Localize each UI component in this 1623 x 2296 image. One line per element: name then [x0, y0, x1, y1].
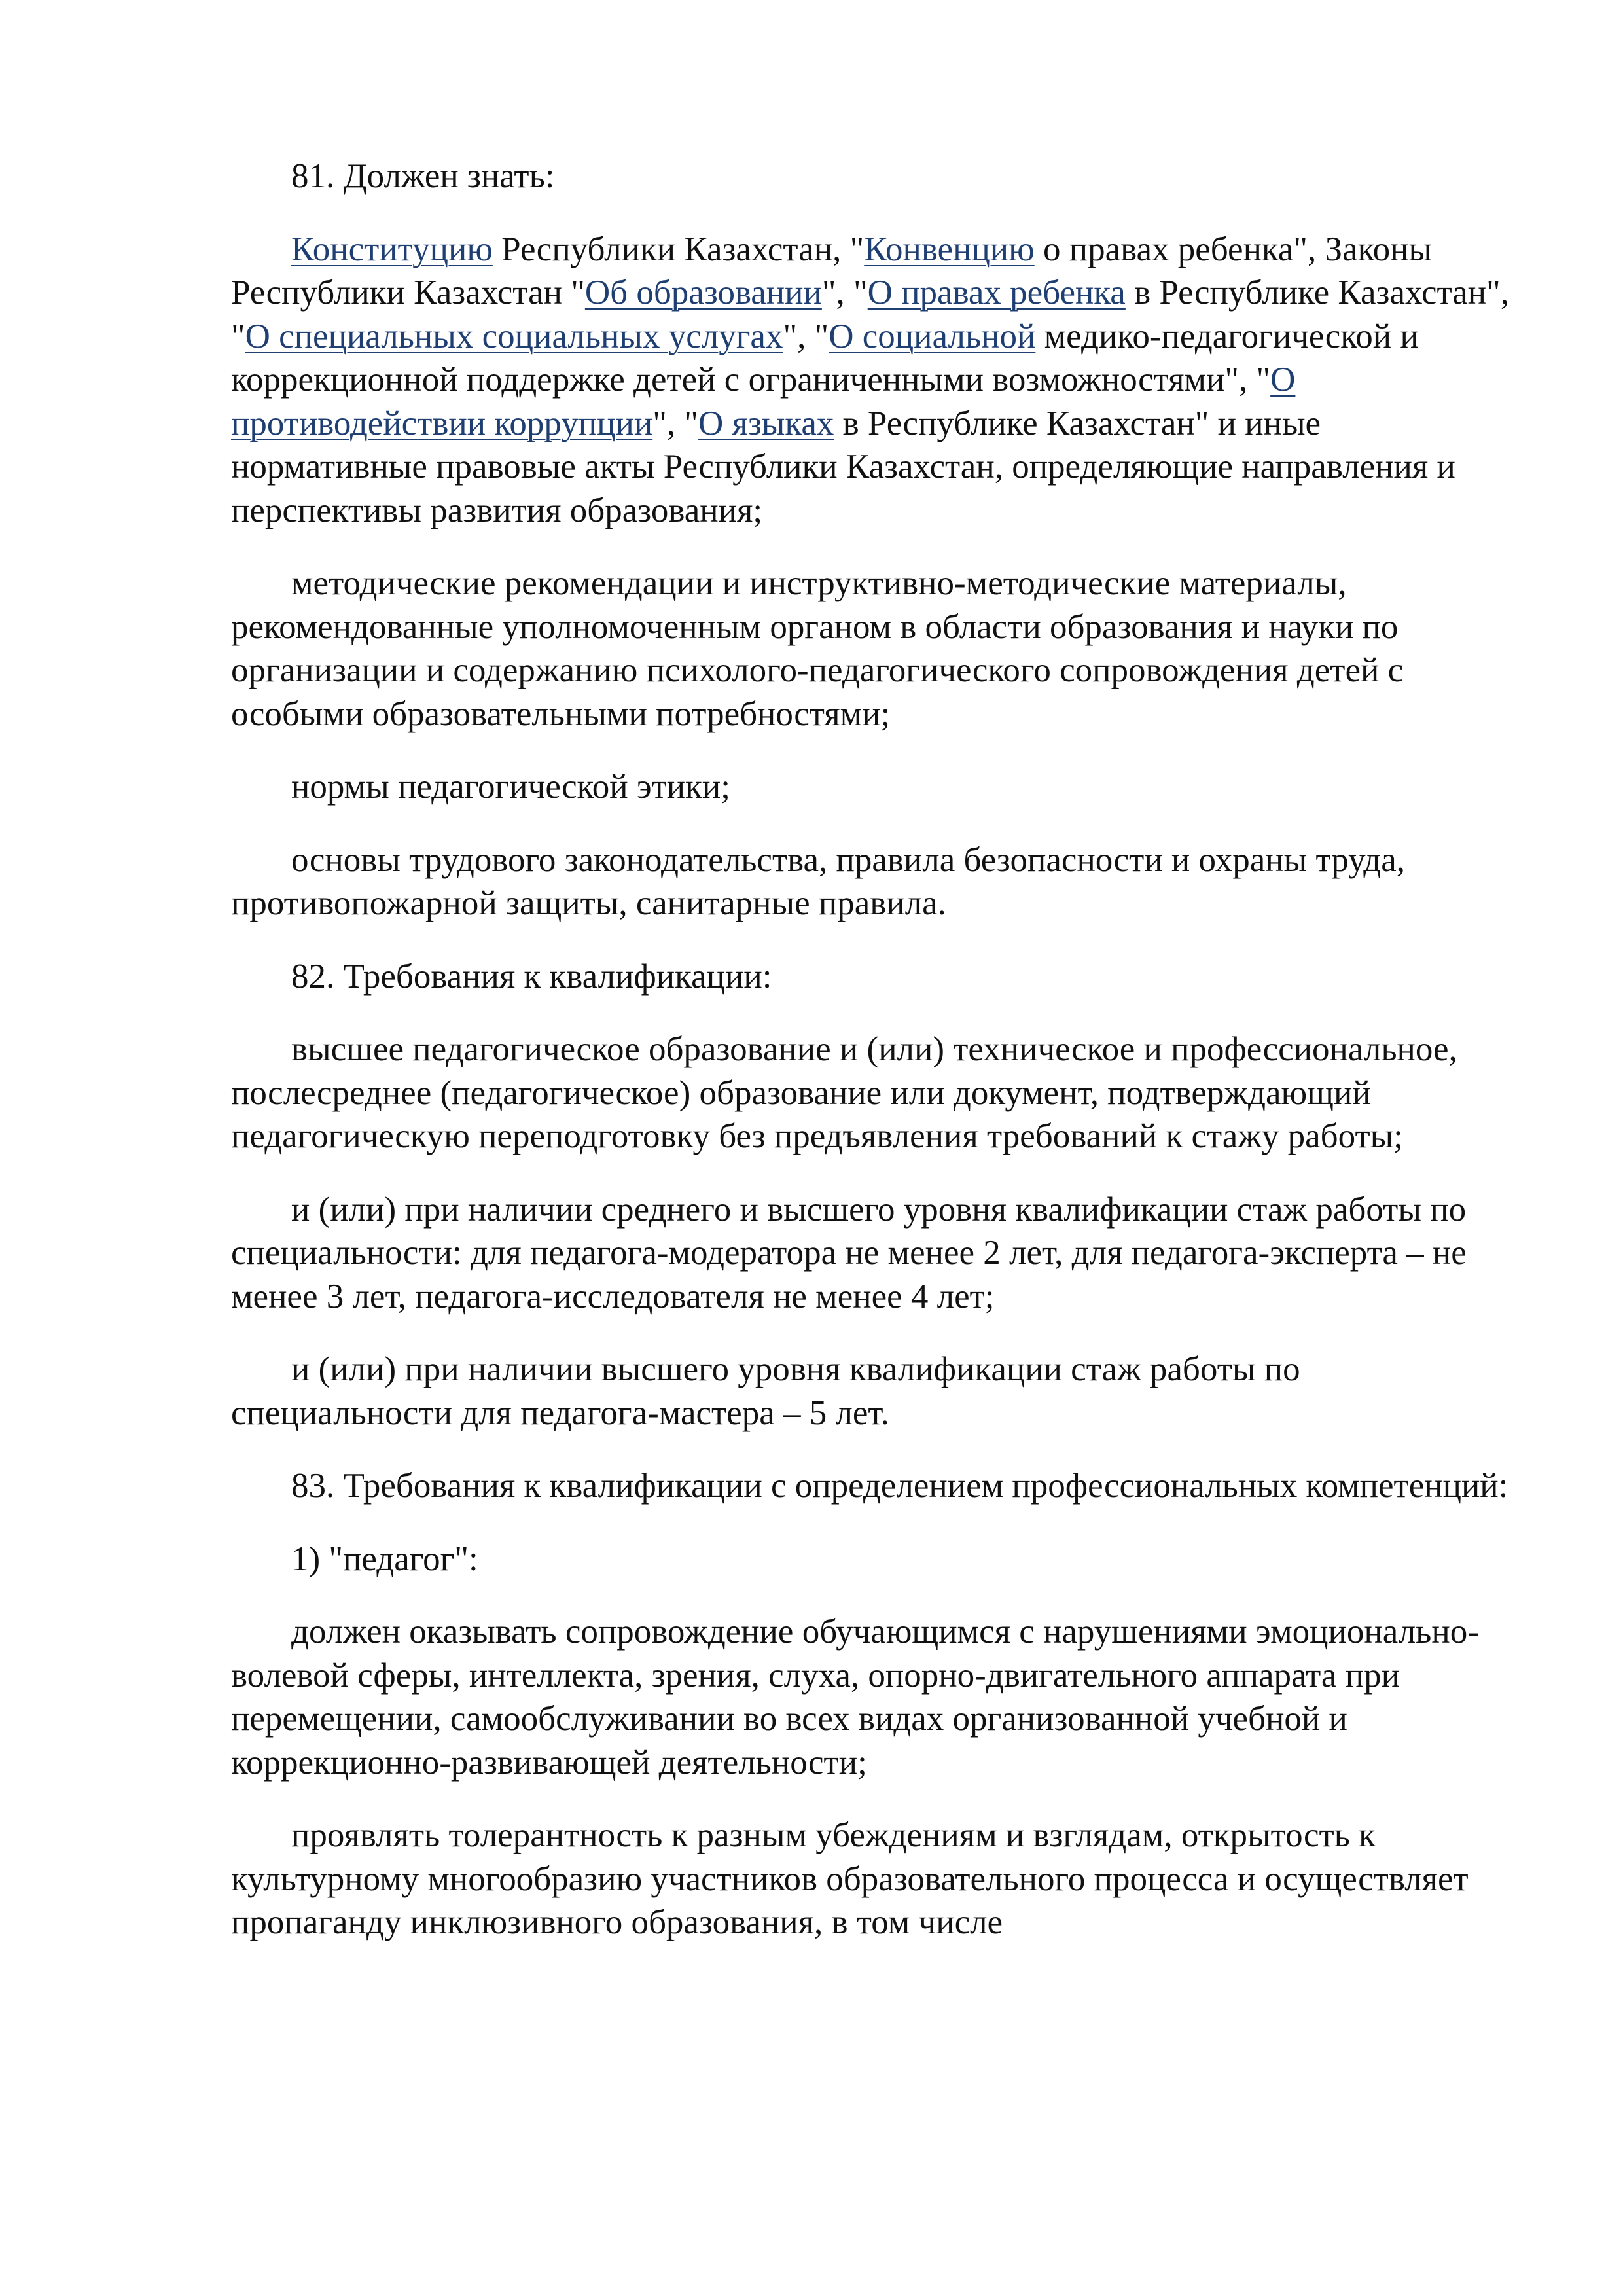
section-81-heading: 81. Должен знать: — [291, 157, 555, 195]
tolerance-paragraph: проявлять толерантность к разным убеждениям и взглядам, открытость к культурному многообразию участников образовательного процесса и осуществляет пропаганду инклюзивного образования, в том числе — [231, 1816, 1469, 1941]
text-segment: Республики Казахстан, " — [492, 230, 865, 268]
constitution-link[interactable]: Конституцию — [291, 230, 493, 268]
convention-link[interactable]: Конвенцию — [864, 230, 1035, 268]
text-segment: медико-педагогической и коррекционной поддержке детей с ограниченными возможностями", " — [231, 317, 1419, 399]
child-rights-law-link[interactable]: О правах ребенка — [867, 274, 1126, 312]
higher-education-paragraph: высшее педагогическое образование и (или) техническое и профессиональное, послесреднее (педагогическое) образование или документ, подтверждающий педагогическую переподготовку без предъявления требований к стажу работы; — [231, 1030, 1457, 1155]
text-segment: ", " — [783, 317, 829, 355]
pedagogical-ethics-paragraph: нормы педагогической этики; — [291, 768, 730, 806]
social-services-law-link[interactable]: О специальных социальных услугах — [245, 317, 783, 355]
education-law-link[interactable]: Об образовании — [584, 274, 822, 312]
text-segment: ", " — [821, 274, 868, 312]
text-segment: в Республике Казахстан", " — [231, 274, 1510, 355]
pedagog-item-heading: 1) "педагог": — [291, 1539, 478, 1578]
languages-law-link[interactable]: О языках — [698, 404, 834, 442]
text-segment: ", " — [652, 404, 698, 442]
experience-requirements-paragraph: и (или) при наличии среднего и высшего уровня квалификации стаж работы по специальности: для педагога-модератора не менее 2 лет, для педагога-эксперта – не менее 3 лет, педагога-исследователя не менее 4 лет; — [231, 1190, 1467, 1316]
support-duties-paragraph: должен оказывать сопровождение обучающимся с нарушениями эмоционально-волевой сферы, интеллекта, зрения, слуха, опорно-двигательного аппарата при перемещении, самообслуживании во всех видах организованной учебной и коррекционно-развивающей деятельности; — [231, 1613, 1479, 1782]
knowledge-legal-acts-paragraph — [231, 228, 1520, 533]
master-experience-paragraph: и (или) при наличии высшего уровня квалификации стаж работы по специальности для педагога-мастера – 5 лет. — [231, 1350, 1300, 1432]
text-segment: в Республике Казахстан" и иные нормативные правовые акты Республики Казахстан, определяющие направления и перспективы развития образования; — [231, 404, 1455, 529]
social-support-law-link[interactable]: О социальной — [829, 317, 1036, 355]
labor-safety-paragraph: основы трудового законодательства, правила безопасности и охраны труда, противопожарной защиты, санитарные правила. — [231, 840, 1405, 922]
methodical-materials-paragraph: методические рекомендации и инструктивно-методические материалы, рекомендованные уполномоченным органом в области образования и науки по организации и содержанию психолого-педагогического сопровождения детей с особыми образовательными потребностями; — [231, 564, 1404, 733]
document-page — [231, 154, 1520, 1974]
section-83-heading: 83. Требования к квалификации с определением профессиональных компетенций: — [291, 1467, 1508, 1505]
anti-corruption-law-link[interactable]: О противодействии коррупции — [231, 361, 1296, 442]
section-82-heading: 82. Требования к квалификации: — [291, 957, 772, 996]
text-segment: о правах ребенка", Законы Республики Казахстан " — [231, 230, 1433, 312]
